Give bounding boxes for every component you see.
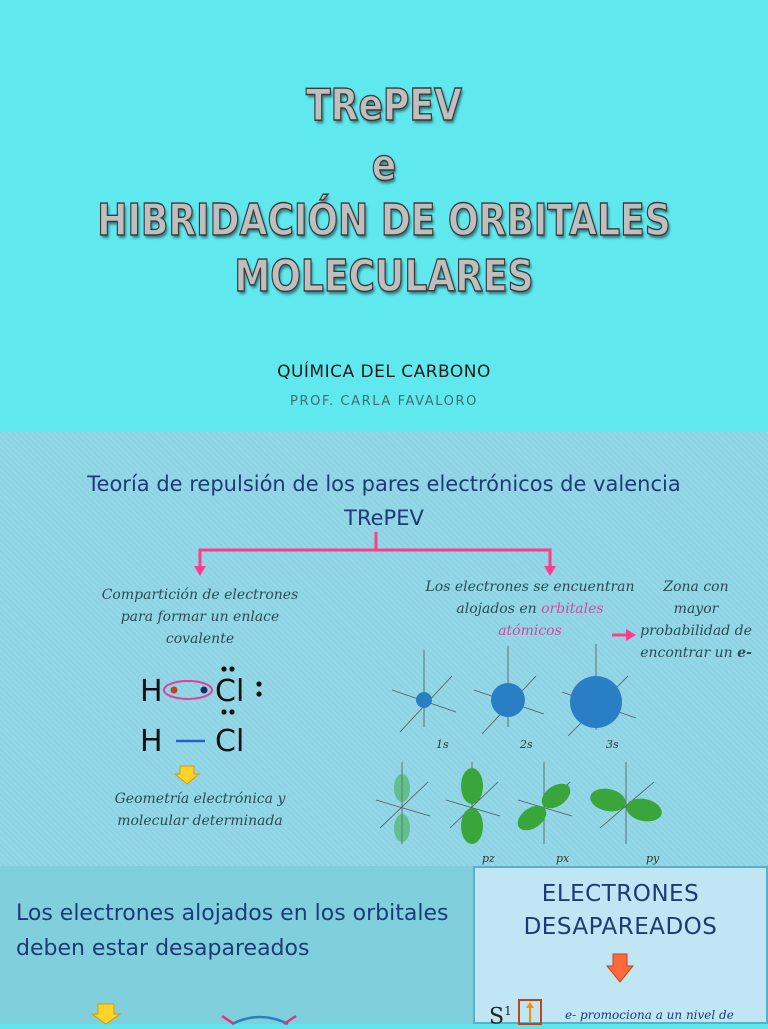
orbital-label-1s: 1s: [436, 738, 449, 751]
unpaired-text: Los electrones alojados en los orbitales deben estar desapareados: [16, 901, 449, 961]
zone-note-electron: e-: [737, 645, 752, 661]
author: PROF. CARLA FAVALORO: [290, 394, 478, 409]
zone-note-text: Zona con mayor probabilidad de encontrar un: [640, 579, 752, 661]
orbital-label-pz: pz: [482, 852, 495, 865]
hydrogen-atom-2: H: [140, 724, 163, 759]
slide-heading: Teoría de repulsión de los pares electrónicos de valencia: [87, 472, 681, 496]
title-line-3: HIBRIDACIÓN DE ORBITALES: [97, 195, 671, 246]
promotion-note: e- promociona a un nivel de: [565, 1008, 734, 1022]
slide-acronym: TRePEV: [344, 506, 424, 530]
down-arrow-icon: [0, 866, 473, 1024]
unpaired-title-1: ELECTRONES: [541, 881, 700, 907]
orbital-label-px: px: [556, 852, 570, 865]
chlorine-atom: Cl: [215, 674, 245, 709]
unpaired-title-2: DESAPAREADOS: [523, 914, 718, 940]
unpaired-electrons-slide: [473, 866, 768, 1029]
covalent-note: Compartición de electrones para formar un enlace covalente: [101, 587, 299, 647]
orbital-symbol-sup: 1: [504, 1004, 512, 1018]
title-slide: [0, 0, 768, 432]
orbitals-note-text: Los electrones se encuentran alojados en: [425, 579, 635, 617]
title-line-4: MOLECULARES: [234, 251, 534, 302]
orbitals-highlight: orbitales atómicos: [498, 601, 604, 639]
orbital-label-3s: 3s: [606, 738, 619, 751]
down-arrow-icon-2: [475, 868, 766, 1026]
geometry-note: Geometría electrónica y molecular determinada: [114, 791, 286, 829]
orbital-symbol: [489, 1004, 512, 1029]
orbital-symbol-letter: S: [489, 1004, 505, 1029]
trepev-slide: [0, 432, 768, 866]
p-orbitals-diagram: [0, 432, 768, 866]
unpaired-slide: [0, 866, 473, 1024]
title-line-1: TRePEV: [306, 80, 462, 131]
subtitle: QUÍMICA DEL CARBONO: [277, 362, 491, 382]
orbital-label-2s: 2s: [520, 738, 533, 751]
title-line-2: e: [371, 140, 397, 191]
hydrogen-atom: H: [140, 674, 163, 709]
chlorine-atom-2: Cl: [215, 724, 245, 759]
orbital-label-py: py: [646, 852, 660, 865]
